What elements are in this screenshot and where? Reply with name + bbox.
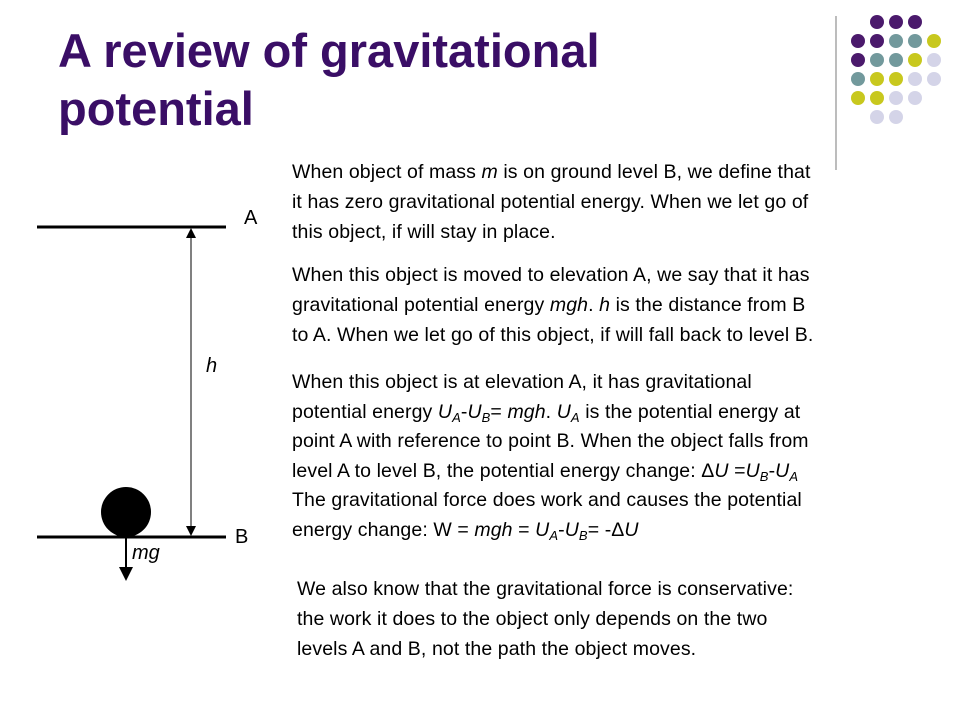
height-arrow-top-head: [186, 228, 196, 238]
title-line-1: A review of gravitational: [58, 24, 600, 77]
decorative-dot: [870, 72, 884, 86]
decorative-dot: [889, 34, 903, 48]
weight-arrow-head: [119, 567, 133, 581]
decorative-dot: [889, 53, 903, 67]
paragraph-4: We also know that the gravitational force is conservative: the work it does to the object only depends on the two levels A and B, not the path the object moves.: [297, 578, 794, 660]
decorative-dot: [889, 91, 903, 105]
decorative-dot: [927, 34, 941, 48]
decorative-dot: [889, 72, 903, 86]
decorative-dot: [908, 53, 922, 67]
decorative-dot: [889, 15, 903, 29]
page-title: [58, 22, 778, 138]
decorative-dot: [908, 34, 922, 48]
label-a: A: [244, 207, 258, 229]
decorative-dot: [908, 91, 922, 105]
paragraph-1: When object of mass m is on ground level B, we define that it has zero gravitational potential energy. When we let go of this object, if will stay in place.: [292, 161, 811, 243]
decorative-dot: [851, 72, 865, 86]
decorative-dot: [870, 34, 884, 48]
height-arrow-bottom-head: [186, 526, 196, 536]
decorative-dot: [870, 91, 884, 105]
decorative-dot: [908, 15, 922, 29]
label-b: B: [235, 526, 249, 548]
decorative-dot: [851, 53, 865, 67]
paragraph-3: When this object is at elevation A, it has gravitational potential energy $U_A-U_B=$ mgh. $U_A$ is the potential energy at point A with reference to point B. When the object falls from level A to level B, the potential energy change: $\Delta U =U_B-U_A$ The gravitational force does work and causes the potential energy change: W = mgh = $U_A-U_B= -\Delta U$: [292, 371, 809, 543]
decorative-dot: [851, 91, 865, 105]
mass-ball: [101, 487, 151, 537]
decorative-dot: [870, 53, 884, 67]
label-mg: mg: [132, 542, 160, 564]
label-h: h: [206, 355, 218, 377]
title-line-2: potential: [58, 82, 254, 135]
decorative-dot: [908, 72, 922, 86]
decorative-dot: [927, 72, 941, 86]
decorative-dot: [889, 110, 903, 124]
decorative-dot: [851, 34, 865, 48]
paragraph-2: When this object is moved to elevation A, we say that it has gravitational potential energy mgh. h is the distance from B to A. When we let go of this object, if will fall back to level B.: [292, 264, 814, 346]
decorative-dot: [870, 15, 884, 29]
decorative-dot: [870, 110, 884, 124]
decorative-dot: [927, 53, 941, 67]
